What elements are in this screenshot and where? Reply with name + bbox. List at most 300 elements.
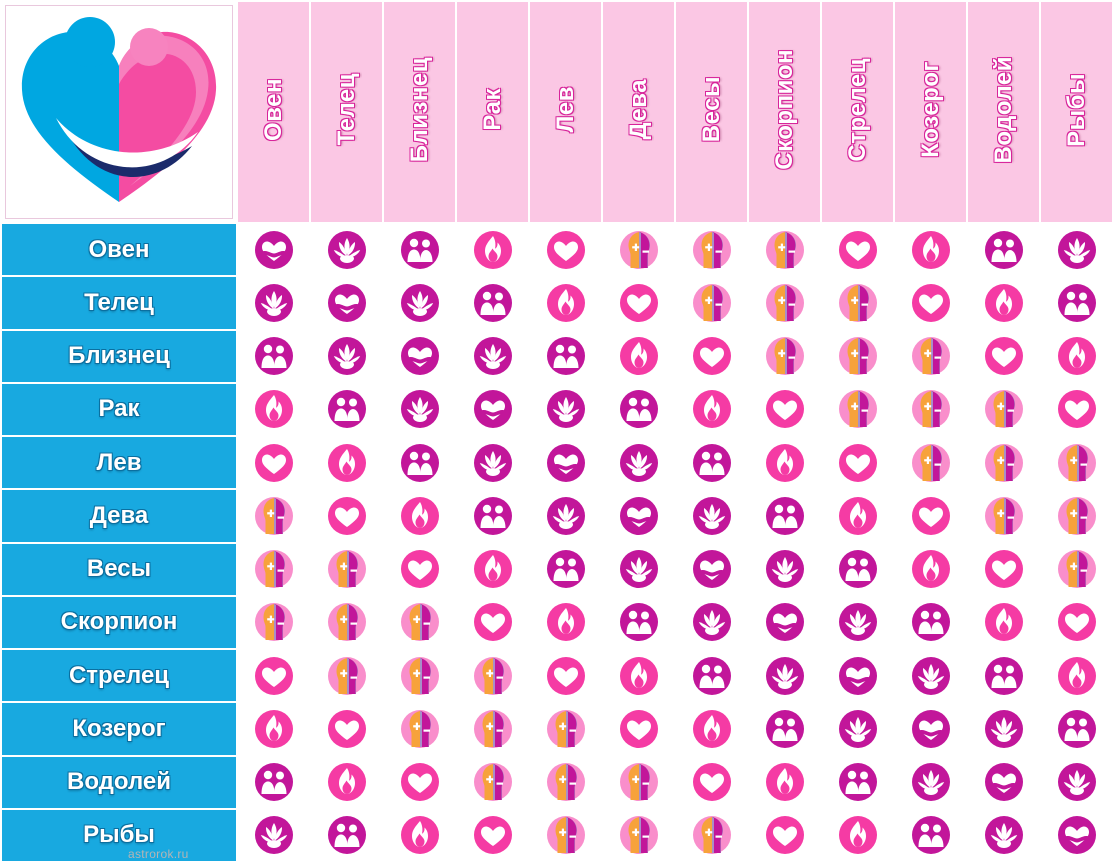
matrix-cell-5-11[interactable]: [1040, 489, 1113, 542]
heart-icon: [765, 389, 805, 429]
two-faces-plus-minus-icon: [619, 815, 659, 855]
matrix-cell-5-0[interactable]: [237, 489, 310, 542]
lotus-icon: [619, 549, 659, 589]
matrix-cell-3-9[interactable]: [894, 383, 967, 436]
couple-icon: [984, 230, 1024, 270]
flame-icon: [911, 549, 951, 589]
matrix-cell-6-1[interactable]: [310, 543, 383, 596]
column-header-label: Стрелец: [843, 57, 871, 162]
matrix-cell-5-3[interactable]: [456, 489, 529, 542]
lotus-icon: [838, 602, 878, 642]
handshake-heart-icon: [473, 389, 513, 429]
table-row: [1, 702, 1113, 755]
flame-icon: [619, 336, 659, 376]
matrix-cell-10-5[interactable]: [602, 756, 675, 809]
matrix-cell-10-10[interactable]: [967, 756, 1040, 809]
lotus-icon: [254, 283, 294, 323]
two-faces-plus-minus-icon: [327, 549, 367, 589]
matrix-cell-3-8[interactable]: [821, 383, 894, 436]
matrix-cell-10-2[interactable]: [383, 756, 456, 809]
column-header-label: Рак: [478, 88, 506, 131]
lotus-icon: [327, 230, 367, 270]
matrix-cell-11-11[interactable]: [1040, 809, 1113, 862]
matrix-cell-11-1[interactable]: [310, 809, 383, 862]
matrix-cell-10-11[interactable]: [1040, 756, 1113, 809]
flame-icon: [838, 496, 878, 536]
lotus-icon: [254, 815, 294, 855]
matrix-cell-2-3[interactable]: [456, 330, 529, 383]
matrix-cell-0-3[interactable]: [456, 223, 529, 276]
matrix-cell-1-6[interactable]: [675, 276, 748, 329]
lotus-icon: [692, 602, 732, 642]
matrix-cell-11-2[interactable]: [383, 809, 456, 862]
matrix-cell-3-5[interactable]: [602, 383, 675, 436]
two-faces-plus-minus-icon: [400, 602, 440, 642]
table-row: [1, 223, 1113, 276]
matrix-cell-10-8[interactable]: [821, 756, 894, 809]
matrix-cell-11-7[interactable]: [748, 809, 821, 862]
logo: [5, 5, 233, 219]
matrix-cell-5-5[interactable]: [602, 489, 675, 542]
handshake-heart-icon: [1057, 815, 1097, 855]
matrix-cell-1-0[interactable]: [237, 276, 310, 329]
flame-icon: [838, 815, 878, 855]
heart-icon: [619, 709, 659, 749]
matrix-cell-0-0[interactable]: [237, 223, 310, 276]
matrix-cell-4-4[interactable]: [529, 436, 602, 489]
matrix-cell-4-0[interactable]: [237, 436, 310, 489]
column-header-8: [821, 1, 894, 223]
matrix-cell-5-8[interactable]: [821, 489, 894, 542]
flame-icon: [984, 283, 1024, 323]
matrix-cell-2-0[interactable]: [237, 330, 310, 383]
matrix-cell-5-1[interactable]: [310, 489, 383, 542]
two-faces-plus-minus-icon: [619, 230, 659, 270]
matrix-cell-0-4[interactable]: [529, 223, 602, 276]
heart-icon: [911, 496, 951, 536]
row-header-label: Дева: [89, 501, 149, 529]
two-faces-plus-minus-icon: [1057, 443, 1097, 483]
matrix-cell-9-11[interactable]: [1040, 702, 1113, 755]
matrix-cell-9-7[interactable]: [748, 702, 821, 755]
matrix-cell-1-8[interactable]: [821, 276, 894, 329]
two-faces-plus-minus-icon: [400, 656, 440, 696]
two-faces-plus-minus-icon: [473, 709, 513, 749]
matrix-cell-8-6[interactable]: [675, 649, 748, 702]
matrix-cell-10-0[interactable]: [237, 756, 310, 809]
matrix-cell-3-7[interactable]: [748, 383, 821, 436]
flame-icon: [254, 389, 294, 429]
two-faces-plus-minus-icon: [1057, 496, 1097, 536]
heart-icon: [400, 762, 440, 802]
column-header-label: Скорпион: [770, 49, 798, 170]
matrix-cell-3-11[interactable]: [1040, 383, 1113, 436]
two-faces-plus-minus-icon: [473, 762, 513, 802]
flame-icon: [911, 230, 951, 270]
flame-icon: [1057, 656, 1097, 696]
couple-icon: [765, 496, 805, 536]
matrix-cell-2-7[interactable]: [748, 330, 821, 383]
row-header-label: Водолей: [66, 768, 171, 796]
matrix-cell-8-5[interactable]: [602, 649, 675, 702]
matrix-cell-6-10[interactable]: [967, 543, 1040, 596]
matrix-cell-6-3[interactable]: [456, 543, 529, 596]
row-header-7: [1, 596, 237, 649]
matrix-cell-6-8[interactable]: [821, 543, 894, 596]
heart-icon: [692, 762, 732, 802]
matrix-cell-2-9[interactable]: [894, 330, 967, 383]
matrix-cell-7-8[interactable]: [821, 596, 894, 649]
matrix-cell-4-9[interactable]: [894, 436, 967, 489]
matrix-cell-7-5[interactable]: [602, 596, 675, 649]
matrix-cell-6-11[interactable]: [1040, 543, 1113, 596]
matrix-cell-7-10[interactable]: [967, 596, 1040, 649]
matrix-cell-8-9[interactable]: [894, 649, 967, 702]
column-header-label: Близнец: [405, 56, 433, 163]
matrix-cell-2-4[interactable]: [529, 330, 602, 383]
matrix-cell-0-11[interactable]: [1040, 223, 1113, 276]
column-header-1: [310, 1, 383, 223]
column-header-2: [383, 1, 456, 223]
matrix-cell-1-10[interactable]: [967, 276, 1040, 329]
matrix-cell-0-5[interactable]: [602, 223, 675, 276]
handshake-heart-icon: [546, 443, 586, 483]
matrix-cell-3-3[interactable]: [456, 383, 529, 436]
heart-icon: [473, 815, 513, 855]
heart-icon: [254, 443, 294, 483]
handshake-heart-icon: [838, 656, 878, 696]
lotus-icon: [400, 389, 440, 429]
heart-icon: [838, 230, 878, 270]
lotus-icon: [473, 336, 513, 376]
couple-icon: [619, 389, 659, 429]
matrix-cell-6-2[interactable]: [383, 543, 456, 596]
matrix-cell-5-6[interactable]: [675, 489, 748, 542]
heart-icon: [838, 443, 878, 483]
matrix-cell-11-6[interactable]: [675, 809, 748, 862]
matrix-cell-7-9[interactable]: [894, 596, 967, 649]
matrix-cell-6-4[interactable]: [529, 543, 602, 596]
matrix-cell-9-8[interactable]: [821, 702, 894, 755]
lotus-icon: [327, 336, 367, 376]
row-header-label: Козерог: [72, 714, 166, 742]
lotus-icon: [984, 709, 1024, 749]
matrix-cell-7-2[interactable]: [383, 596, 456, 649]
column-header-label: Водолей: [989, 55, 1017, 164]
matrix-cell-5-4[interactable]: [529, 489, 602, 542]
matrix-cell-9-2[interactable]: [383, 702, 456, 755]
row-header-3: [1, 383, 237, 436]
flame-icon: [327, 762, 367, 802]
handshake-heart-icon: [911, 709, 951, 749]
matrix-cell-7-0[interactable]: [237, 596, 310, 649]
heart-icon: [327, 709, 367, 749]
matrix-cell-11-10[interactable]: [967, 809, 1040, 862]
two-faces-plus-minus-icon: [473, 656, 513, 696]
row-header-1: [1, 276, 237, 329]
matrix-cell-4-6[interactable]: [675, 436, 748, 489]
lotus-icon: [619, 443, 659, 483]
matrix-cell-11-5[interactable]: [602, 809, 675, 862]
matrix-cell-10-9[interactable]: [894, 756, 967, 809]
couple-icon: [1057, 283, 1097, 323]
couple-icon: [911, 602, 951, 642]
matrix-cell-6-7[interactable]: [748, 543, 821, 596]
couple-icon: [765, 709, 805, 749]
heart-icon: [327, 496, 367, 536]
matrix-cell-3-1[interactable]: [310, 383, 383, 436]
matrix-cell-6-6[interactable]: [675, 543, 748, 596]
heart-icon: [254, 656, 294, 696]
matrix-cell-3-6[interactable]: [675, 383, 748, 436]
logo-cell: [1, 1, 237, 223]
matrix-cell-8-3[interactable]: [456, 649, 529, 702]
matrix-cell-9-5[interactable]: [602, 702, 675, 755]
handshake-heart-icon: [400, 336, 440, 376]
lotus-icon: [911, 762, 951, 802]
matrix-cell-10-7[interactable]: [748, 756, 821, 809]
matrix-cell-6-5[interactable]: [602, 543, 675, 596]
two-faces-plus-minus-icon: [327, 602, 367, 642]
matrix-cell-1-2[interactable]: [383, 276, 456, 329]
matrix-cell-1-9[interactable]: [894, 276, 967, 329]
two-faces-plus-minus-icon: [984, 389, 1024, 429]
matrix-cell-1-3[interactable]: [456, 276, 529, 329]
matrix-cell-8-11[interactable]: [1040, 649, 1113, 702]
matrix-cell-2-10[interactable]: [967, 330, 1040, 383]
heart-icon: [984, 336, 1024, 376]
matrix-cell-5-7[interactable]: [748, 489, 821, 542]
column-header-6: [675, 1, 748, 223]
matrix-cell-0-1[interactable]: [310, 223, 383, 276]
matrix-cell-9-10[interactable]: [967, 702, 1040, 755]
couple-icon: [692, 443, 732, 483]
heart-icon: [619, 283, 659, 323]
matrix-cell-4-3[interactable]: [456, 436, 529, 489]
matrix-cell-0-7[interactable]: [748, 223, 821, 276]
matrix-cell-0-10[interactable]: [967, 223, 1040, 276]
matrix-cell-8-0[interactable]: [237, 649, 310, 702]
couple-icon: [911, 815, 951, 855]
matrix-cell-2-6[interactable]: [675, 330, 748, 383]
flame-icon: [619, 656, 659, 696]
couple-icon: [838, 549, 878, 589]
matrix-cell-9-1[interactable]: [310, 702, 383, 755]
heart-family-logo-icon: [6, 6, 232, 218]
matrix-cell-8-8[interactable]: [821, 649, 894, 702]
matrix-cell-2-5[interactable]: [602, 330, 675, 383]
matrix-cell-4-1[interactable]: [310, 436, 383, 489]
flame-icon: [984, 602, 1024, 642]
matrix-cell-4-11[interactable]: [1040, 436, 1113, 489]
two-faces-plus-minus-icon: [546, 762, 586, 802]
matrix-cell-4-2[interactable]: [383, 436, 456, 489]
handshake-heart-icon: [254, 230, 294, 270]
table-row: [1, 276, 1113, 329]
matrix-cell-11-8[interactable]: [821, 809, 894, 862]
matrix-cell-8-10[interactable]: [967, 649, 1040, 702]
matrix-cell-6-0[interactable]: [237, 543, 310, 596]
column-header-label: Дева: [624, 79, 652, 140]
lotus-icon: [1057, 230, 1097, 270]
matrix-cell-7-4[interactable]: [529, 596, 602, 649]
matrix-cell-1-5[interactable]: [602, 276, 675, 329]
matrix-cell-5-9[interactable]: [894, 489, 967, 542]
lotus-icon: [692, 496, 732, 536]
two-faces-plus-minus-icon: [838, 389, 878, 429]
matrix-cell-5-10[interactable]: [967, 489, 1040, 542]
heart-icon: [546, 656, 586, 696]
matrix-cell-2-1[interactable]: [310, 330, 383, 383]
lotus-icon: [765, 549, 805, 589]
matrix-cell-8-1[interactable]: [310, 649, 383, 702]
flame-icon: [692, 709, 732, 749]
column-header-5: [602, 1, 675, 223]
matrix-cell-10-4[interactable]: [529, 756, 602, 809]
heart-icon: [984, 549, 1024, 589]
matrix-cell-1-11[interactable]: [1040, 276, 1113, 329]
matrix-cell-3-10[interactable]: [967, 383, 1040, 436]
matrix-cell-9-3[interactable]: [456, 702, 529, 755]
row-header-label: Стрелец: [68, 661, 170, 689]
matrix-cell-1-1[interactable]: [310, 276, 383, 329]
column-header-10: [967, 1, 1040, 223]
two-faces-plus-minus-icon: [838, 283, 878, 323]
matrix-cell-7-6[interactable]: [675, 596, 748, 649]
heart-icon: [400, 549, 440, 589]
table-row: [1, 596, 1113, 649]
matrix-cell-4-10[interactable]: [967, 436, 1040, 489]
matrix-cell-0-2[interactable]: [383, 223, 456, 276]
matrix-cell-6-9[interactable]: [894, 543, 967, 596]
row-header-0: [1, 223, 237, 276]
matrix-cell-3-0[interactable]: [237, 383, 310, 436]
matrix-cell-8-2[interactable]: [383, 649, 456, 702]
flame-icon: [473, 549, 513, 589]
column-header-4: [529, 1, 602, 223]
matrix-cell-2-8[interactable]: [821, 330, 894, 383]
matrix-cell-4-8[interactable]: [821, 436, 894, 489]
table-header-row: [1, 1, 1113, 223]
heart-icon: [546, 230, 586, 270]
couple-icon: [1057, 709, 1097, 749]
two-faces-plus-minus-icon: [1057, 549, 1097, 589]
matrix-cell-9-0[interactable]: [237, 702, 310, 755]
two-faces-plus-minus-icon: [765, 230, 805, 270]
matrix-cell-1-4[interactable]: [529, 276, 602, 329]
matrix-cell-5-2[interactable]: [383, 489, 456, 542]
matrix-cell-11-3[interactable]: [456, 809, 529, 862]
matrix-cell-8-7[interactable]: [748, 649, 821, 702]
flame-icon: [765, 762, 805, 802]
matrix-cell-9-9[interactable]: [894, 702, 967, 755]
matrix-cell-11-9[interactable]: [894, 809, 967, 862]
two-faces-plus-minus-icon: [692, 283, 732, 323]
row-header-label: Весы: [86, 555, 152, 583]
flame-icon: [400, 815, 440, 855]
matrix-cell-7-7[interactable]: [748, 596, 821, 649]
column-header-9: [894, 1, 967, 223]
matrix-cell-1-7[interactable]: [748, 276, 821, 329]
matrix-cell-8-4[interactable]: [529, 649, 602, 702]
heart-icon: [911, 283, 951, 323]
couple-icon: [327, 815, 367, 855]
table-row: [1, 649, 1113, 702]
two-faces-plus-minus-icon: [327, 656, 367, 696]
table-row: [1, 809, 1113, 862]
two-faces-plus-minus-icon: [254, 549, 294, 589]
lotus-icon: [546, 389, 586, 429]
column-header-0: [237, 1, 310, 223]
matrix-cell-7-3[interactable]: [456, 596, 529, 649]
row-header-10: [1, 756, 237, 809]
matrix-cell-0-9[interactable]: [894, 223, 967, 276]
couple-icon: [473, 496, 513, 536]
matrix-cell-2-11[interactable]: [1040, 330, 1113, 383]
couple-icon: [473, 283, 513, 323]
couple-icon: [619, 602, 659, 642]
flame-icon: [327, 443, 367, 483]
handshake-heart-icon: [692, 549, 732, 589]
table-row: [1, 489, 1113, 542]
flame-icon: [400, 496, 440, 536]
matrix-cell-7-1[interactable]: [310, 596, 383, 649]
flame-icon: [546, 283, 586, 323]
matrix-cell-4-5[interactable]: [602, 436, 675, 489]
table-row: [1, 756, 1113, 809]
heart-icon: [765, 815, 805, 855]
row-header-2: [1, 330, 237, 383]
lotus-icon: [400, 283, 440, 323]
row-header-label: Рак: [98, 395, 140, 423]
two-faces-plus-minus-icon: [984, 443, 1024, 483]
flame-icon: [546, 602, 586, 642]
row-header-8: [1, 649, 237, 702]
two-faces-plus-minus-icon: [911, 443, 951, 483]
table-row: [1, 543, 1113, 596]
matrix-cell-11-4[interactable]: [529, 809, 602, 862]
matrix-cell-10-1[interactable]: [310, 756, 383, 809]
matrix-cell-4-7[interactable]: [748, 436, 821, 489]
matrix-cell-10-3[interactable]: [456, 756, 529, 809]
flame-icon: [473, 230, 513, 270]
table-body: [1, 223, 1113, 862]
matrix-cell-9-6[interactable]: [675, 702, 748, 755]
couple-icon: [254, 336, 294, 376]
row-header-6: [1, 543, 237, 596]
flame-icon: [765, 443, 805, 483]
two-faces-plus-minus-icon: [765, 283, 805, 323]
matrix-cell-0-8[interactable]: [821, 223, 894, 276]
matrix-cell-10-6[interactable]: [675, 756, 748, 809]
flame-icon: [692, 389, 732, 429]
lotus-icon: [984, 815, 1024, 855]
matrix-cell-3-4[interactable]: [529, 383, 602, 436]
matrix-cell-11-0[interactable]: [237, 809, 310, 862]
column-header-label: Телец: [332, 73, 360, 146]
matrix-cell-0-6[interactable]: [675, 223, 748, 276]
matrix-cell-2-2[interactable]: [383, 330, 456, 383]
couple-icon: [546, 336, 586, 376]
handshake-heart-icon: [765, 602, 805, 642]
matrix-cell-3-2[interactable]: [383, 383, 456, 436]
heart-icon: [473, 602, 513, 642]
two-faces-plus-minus-icon: [546, 709, 586, 749]
couple-icon: [400, 230, 440, 270]
row-header-5: [1, 489, 237, 542]
matrix-cell-7-11[interactable]: [1040, 596, 1113, 649]
matrix-cell-9-4[interactable]: [529, 702, 602, 755]
